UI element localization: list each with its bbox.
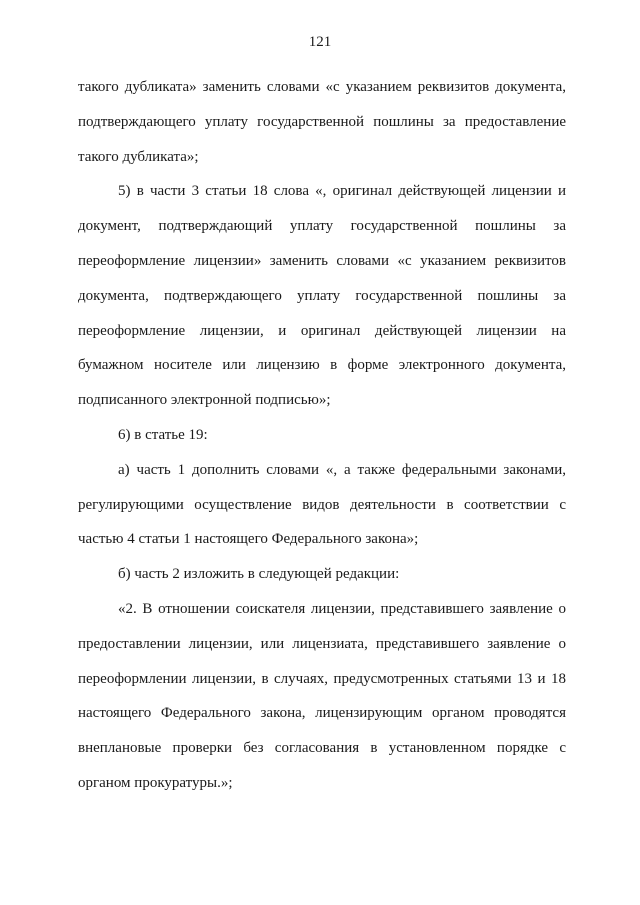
paragraph-quoted-amendment: «2. В отношении соискателя лицензии, представившего заявление о предоставлении лицензии, или лицензиата, представившего заявление о переоформлении лицензии, в случаях, предусмотренных статьями 13 и 18 настоящего Федерального закона, лицензирующим органом проводятся внеплановые проверки без согласования в установленном порядке с органом прокуратуры.»; [78, 600, 566, 791]
paragraph-continuation: такого дубликата» заменить словами «с указанием реквизитов документа, подтверждающего уплату государственной пошлины за предоставление такого дубликата»; [78, 79, 566, 165]
page-number: 121 [308, 34, 332, 50]
paragraph-subitem-a: а) часть 1 дополнить словами «, а также федеральными законами, регулирующими осуществление видов деятельности в соответствии с частью 4 статьи 1 настоящего Федерального закона»; [78, 461, 566, 548]
paragraph-item-6: 6) в статье 19: [118, 426, 208, 443]
document-body [78, 70, 566, 801]
paragraph-subitem-b: б) часть 2 изложить в следующей редакции: [118, 566, 400, 583]
paragraph-item-5: 5) в части 3 статьи 18 слова «, оригинал действующей лицензии и документ, подтверждающий уплату государственной пошлины за переоформление лицензии» заменить словами «с указанием реквизитов документа, подтверждающего уплату государственной пошлины за переоформление лицензии, и оригинал действующей лицензии на бумажном носителе или лицензию в форме электронного документа, подписанного электронной подписью»; [78, 183, 566, 409]
